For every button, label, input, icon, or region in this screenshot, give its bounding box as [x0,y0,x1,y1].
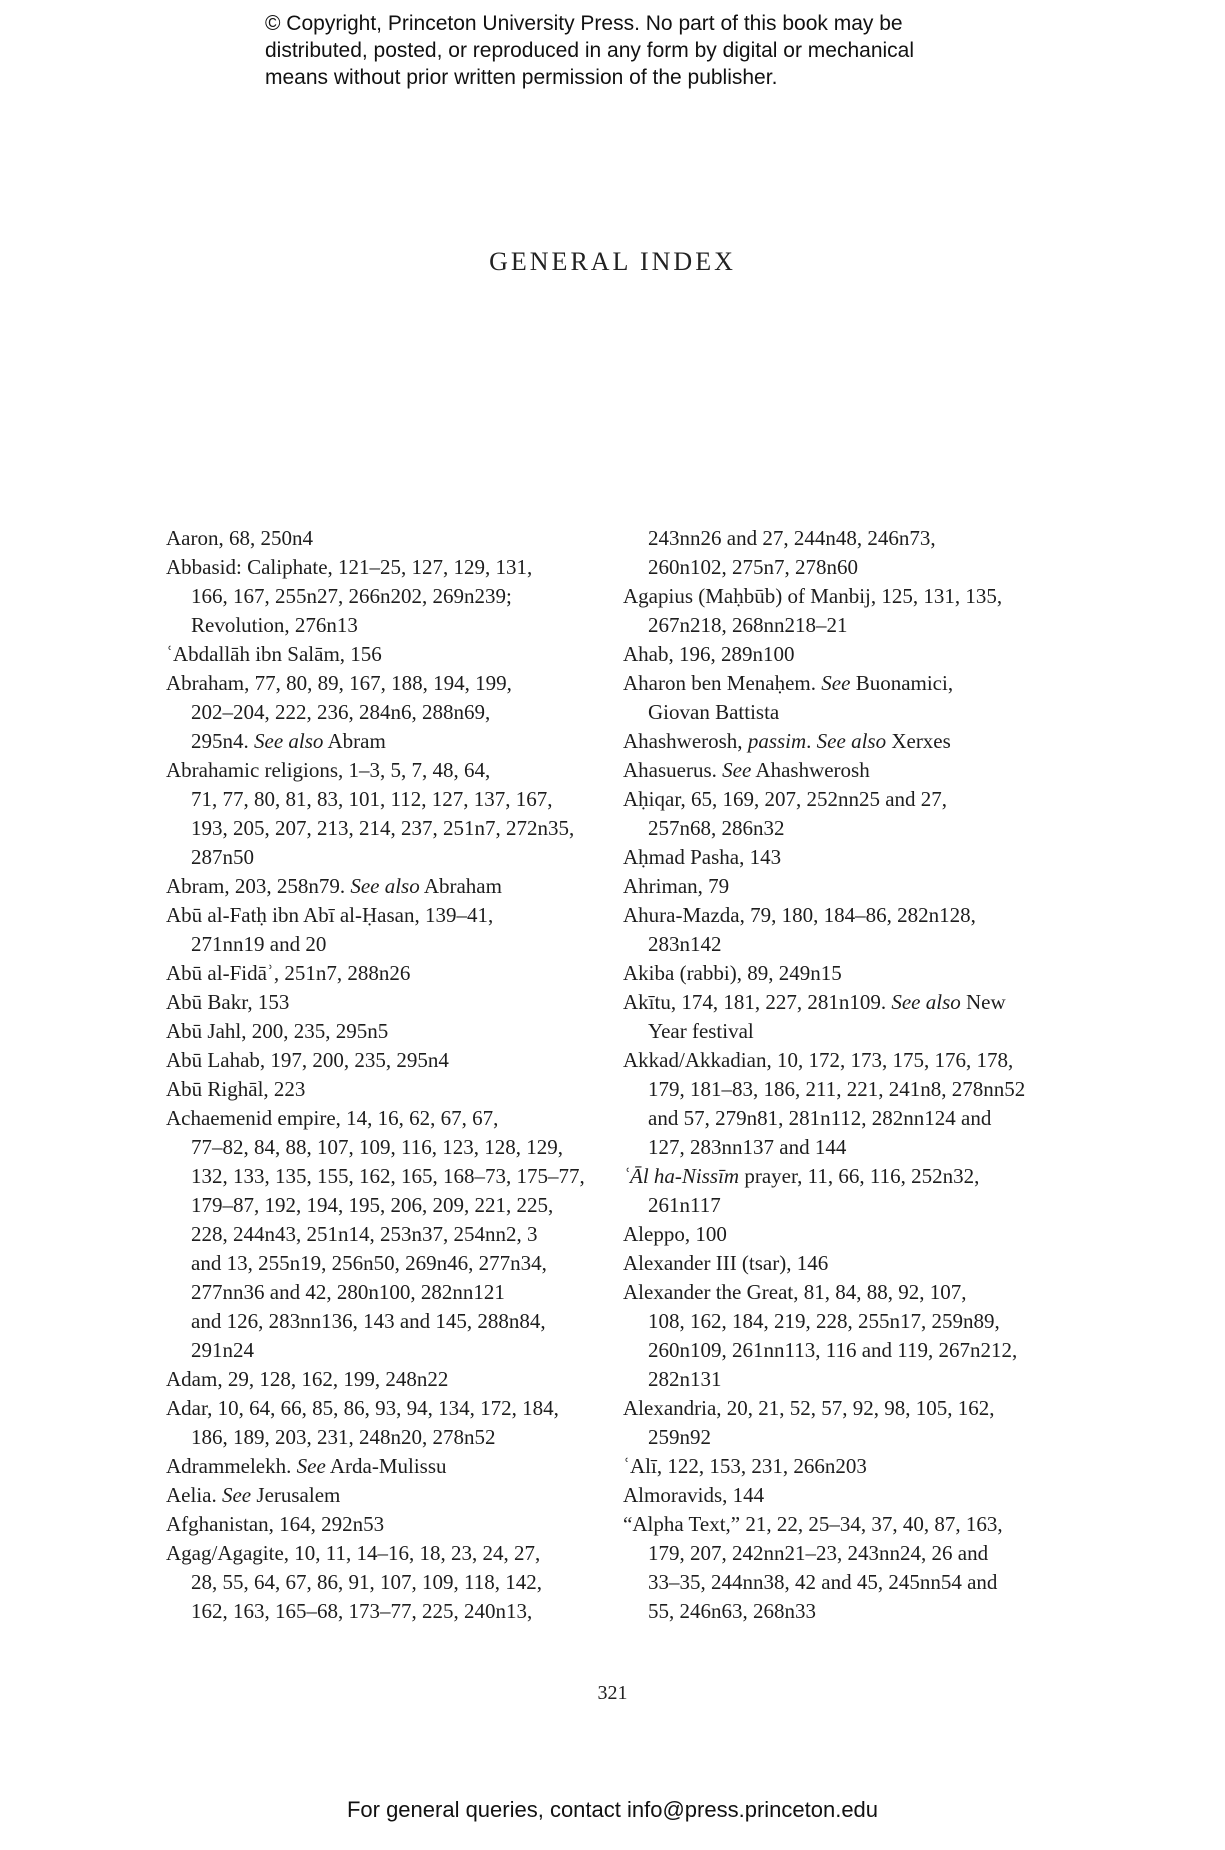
index-entry-line: 261n117 [648,1193,721,1217]
index-entry-line: Giovan Battista [648,700,780,724]
index-entry-line: Alexandria, 20, 21, 52, 57, 92, 98, 105, 162, [623,1396,995,1420]
index-entry-line: Alexander III (tsar), 146 [623,1251,829,1275]
index-entry-line: 71, 77, 80, 81, 83, 101, 112, 127, 137, 167, [191,787,553,811]
index-entry-line: 179, 207, 242nn21–23, 243nn24, 26 and [648,1541,989,1565]
index-entry-line: ʿAbdallāh ibn Salām, 156 [166,642,382,666]
index-column-right [623,524,1043,1626]
index-entry-line: 77–82, 84, 88, 107, 109, 116, 123, 128, 129, [191,1135,563,1159]
index-entry-line: 277nn36 and 42, 280n100, 282nn121 [191,1280,505,1304]
index-entry [623,1249,1043,1278]
index-entry-line: 287n50 [191,845,254,869]
index-entry-line: Abū Lahab, 197, 200, 235, 295n4 [166,1048,449,1072]
index-entry [623,988,1043,1046]
copyright-notice [265,10,1025,91]
index-entry [166,1481,586,1510]
index-entry-line: Abū Bakr, 153 [166,990,290,1014]
index-entry-line: 186, 189, 203, 231, 248n20, 278n52 [191,1425,496,1449]
index-entry [166,756,586,872]
index-entry-line: Akkad/Akkadian, 10, 172, 173, 175, 176, 178, [623,1048,1014,1072]
copyright-line: © Copyright, Princeton University Press. No part of this book may be [265,12,903,35]
index-entry [166,669,586,756]
index-entry [623,1452,1043,1481]
index-entry-line: 243nn26 and 27, 244n48, 246n73, [648,526,936,550]
index-entry-line: 179, 181–83, 186, 211, 221, 241n8, 278nn52 [648,1077,1026,1101]
index-entry [166,1452,586,1481]
index-entry-line: Aaron, 68, 250n4 [166,526,313,550]
index-entry [166,872,586,901]
index-entry-line: Aḥiqar, 65, 169, 207, 252nn25 and 27, [623,787,948,811]
index-entry [166,1539,586,1626]
index-entry-line: Adrammelekh. See Arda-Mulissu [166,1454,447,1478]
index-entry-line: Adam, 29, 128, 162, 199, 248n22 [166,1367,449,1391]
index-entry [166,1075,586,1104]
index-entry-line: 127, 283nn137 and 144 [648,1135,847,1159]
footer-contact: For general queries, contact info@press.princeton.edu [346,1797,879,1822]
index-entry [623,1278,1043,1394]
index-entry-line: Agag/Agagite, 10, 11, 14–16, 18, 23, 24, 27, [166,1541,541,1565]
index-entry [623,1046,1043,1162]
index-entry-line: 108, 162, 184, 219, 228, 255n17, 259n89, [648,1309,1000,1333]
index-entry-line: 166, 167, 255n27, 266n202, 269n239; [191,584,512,608]
index-entry-line: Ahura-Mazda, 79, 180, 184–86, 282n128, [623,903,976,927]
index-entry [623,640,1043,669]
index-entry-line: Aleppo, 100 [623,1222,727,1246]
index-entry [166,988,586,1017]
index-entry-line: Aḥmad Pasha, 143 [623,845,782,869]
index-entry [166,1394,586,1452]
index-entry [623,582,1043,640]
index-entry [166,1365,586,1394]
index-entry [166,524,586,553]
copyright-line: distributed, posted, or reproduced in any form by digital or mechanical [265,39,915,62]
index-entry-line: 33–35, 244nn38, 42 and 45, 245nn54 and [648,1570,998,1594]
index-entry-line: 295n4. See also Abram [191,729,386,753]
index-entry [623,1162,1043,1220]
page-title: GENERAL INDEX [489,247,736,276]
index-entry-line: and 13, 255n19, 256n50, 269n46, 277n34, [191,1251,547,1275]
index-entry-line: Akītu, 174, 181, 227, 281n109. See also New [623,990,1006,1014]
index-entry [623,756,1043,785]
index-entry-line: Revolution, 276n13 [191,613,358,637]
index-entry [166,959,586,988]
index-entry-line: Abū al-Fidāʾ, 251n7, 288n26 [166,961,411,985]
index-entry-line: Achaemenid empire, 14, 16, 62, 67, 67, [166,1106,499,1130]
index-entry-line: Almoravids, 144 [623,1483,765,1507]
index-entry-line: 260n102, 275n7, 278n60 [648,555,858,579]
page-number: 321 [597,1682,628,1704]
index-entry-line: 132, 133, 135, 155, 162, 165, 168–73, 175–77, [191,1164,585,1188]
index-entry-line: Abbasid: Caliphate, 121–25, 127, 129, 131, [166,555,533,579]
index-entry-line: 179–87, 192, 194, 195, 206, 209, 221, 225, [191,1193,554,1217]
index-entry-line: 259n92 [648,1425,711,1449]
index-entry [623,669,1043,727]
index-entry-line: and 57, 279n81, 281n112, 282nn124 and [648,1106,992,1130]
index-entry-line: 283n142 [648,932,722,956]
index-entry-line: Afghanistan, 164, 292n53 [166,1512,385,1536]
index-entry-line: 28, 55, 64, 67, 86, 91, 107, 109, 118, 142, [191,1570,542,1594]
index-entry [166,553,586,640]
index-entry [623,1394,1043,1452]
index-entry-line: 282n131 [648,1367,722,1391]
index-entry-line: Abū Righāl, 223 [166,1077,306,1101]
index-entry-line: Adar, 10, 64, 66, 85, 86, 93, 94, 134, 172, 184, [166,1396,559,1420]
index-entry-line: 202–204, 222, 236, 284n6, 288n69, [191,700,491,724]
index-entry-line: Ahab, 196, 289n100 [623,642,795,666]
index-entry [623,872,1043,901]
index-entry [623,1510,1043,1626]
index-entry [623,1220,1043,1249]
index-entry-line: Abū Jahl, 200, 235, 295n5 [166,1019,389,1043]
index-entry [623,785,1043,843]
index-entry [623,901,1043,959]
index-entry [166,1046,586,1075]
index-entry-line: 267n218, 268nn218–21 [648,613,848,637]
index-entry-line: 260n109, 261nn113, 116 and 119, 267n212, [648,1338,1018,1362]
index-entry [166,1104,586,1365]
index-entry-line: Alexander the Great, 81, 84, 88, 92, 107, [623,1280,967,1304]
index-entry [166,901,586,959]
index-entry [166,1017,586,1046]
index-entry-line: “Alpha Text,” 21, 22, 25–34, 37, 40, 87, 163, [623,1512,1003,1536]
index-entry-line: ʿĀl ha-Nissīm prayer, 11, 66, 116, 252n32, [623,1164,980,1188]
index-entry [623,959,1043,988]
index-entry-line: and 126, 283nn136, 143 and 145, 288n84, [191,1309,546,1333]
index-entry-line: Aelia. See Jerusalem [166,1483,341,1507]
index-entry [623,843,1043,872]
index-entry-line: 257n68, 286n32 [648,816,785,840]
index-entry [166,640,586,669]
index-column-left [166,524,586,1626]
index-entry [623,727,1043,756]
index-entry-line: Aharon ben Menaḥem. See Buonamici, [623,671,954,695]
index-entry-line: Abram, 203, 258n79. See also Abraham [166,874,502,898]
index-entry-line: 55, 246n63, 268n33 [648,1599,816,1623]
index-entry-line: Year festival [648,1019,754,1043]
index-entry-line: Abrahamic religions, 1–3, 5, 7, 48, 64, [166,758,491,782]
index-entry-line: Ahriman, 79 [623,874,730,898]
index-entry-line: 193, 205, 207, 213, 214, 237, 251n7, 272n35, [191,816,575,840]
index-entry-line: Abū al-Fatḥ ibn Abī al-Ḥasan, 139–41, [166,903,494,927]
index-entry-line: Akiba (rabbi), 89, 249n15 [623,961,842,985]
index-entry [623,524,1043,582]
index-entry-line: Ahashwerosh, passim. See also Xerxes [623,729,951,753]
copyright-line: means without prior written permission of the publisher. [265,66,778,89]
index-entry-line: ʿAlī, 122, 153, 231, 266n203 [623,1454,867,1478]
index-entry-line: Abraham, 77, 80, 89, 167, 188, 194, 199, [166,671,512,695]
index-entry [166,1510,586,1539]
index-entry-line: 162, 163, 165–68, 173–77, 225, 240n13, [191,1599,533,1623]
index-entry-line: 291n24 [191,1338,254,1362]
index-entry-line: Agapius (Maḥbūb) of Manbij, 125, 131, 135, [623,584,1003,608]
index-entry-line: 228, 244n43, 251n14, 253n37, 254nn2, 3 [191,1222,538,1246]
index-entry-line: Ahasuerus. See Ahashwerosh [623,758,870,782]
index-entry [623,1481,1043,1510]
index-entry-line: 271nn19 and 20 [191,932,327,956]
